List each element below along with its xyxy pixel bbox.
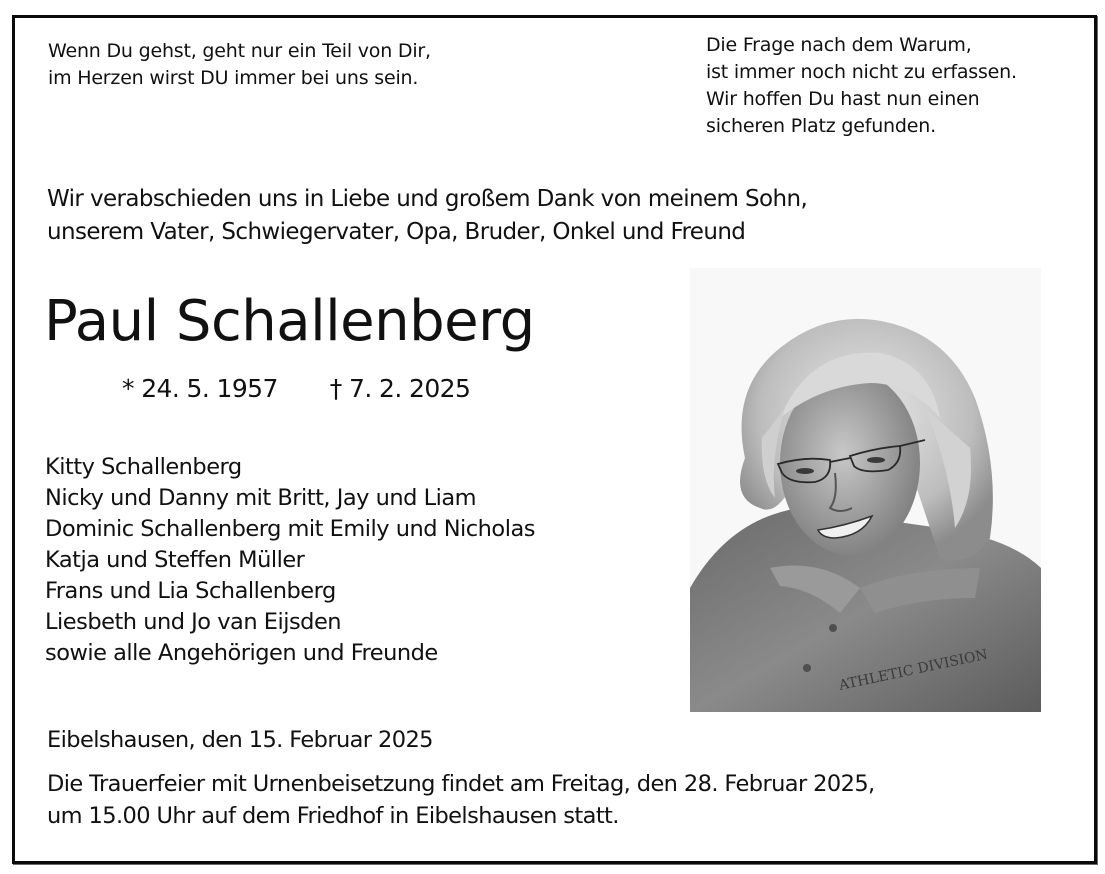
quote-right [706,32,1017,140]
mourner-entry: Liesbeth und Jo van Eijsden [45,609,342,635]
mourner-entry: sowie alle Angehörigen und Freunde [45,640,438,666]
mourner-entry: Dominic Schallenberg mit Emily und Nicholas [45,516,535,542]
quote-right-line: ist immer noch nicht zu erfassen. [706,61,1017,83]
quote-left-line: im Herzen wirst DU immer bei uns sein. [48,67,419,89]
deceased-name: Paul Schallenberg [44,289,535,354]
portrait-photo [690,268,1041,712]
ceremony-info [47,768,875,832]
quote-right-line: Wir hoffen Du hast nun einen [706,88,980,110]
death-date: † 7. 2. 2025 [329,374,471,403]
place-and-date: Eibelshausen, den 15. Februar 2025 [47,727,433,753]
farewell-line: Wir verabschieden uns in Liebe und großem Dank von meinem Sohn, [47,186,808,212]
quote-left-line: Wenn Du gehst, geht nur ein Teil von Dir, [48,40,431,62]
mourner-entry: Nicky und Danny mit Britt, Jay und Liam [45,485,477,511]
life-dates [122,372,470,406]
mourner-entry: Katja und Steffen Müller [45,547,305,573]
farewell-text [47,183,807,249]
shirt-print-text: ATHLETIC DIVISION [837,646,990,694]
quote-left [48,38,431,92]
birth-date: * 24. 5. 1957 [122,374,278,403]
mourner-entry: Kitty Schallenberg [45,454,242,480]
ceremony-line: um 15.00 Uhr auf dem Friedhof in Eibelshausen statt. [47,803,619,829]
mourner-entry: Frans und Lia Schallenberg [45,578,336,604]
farewell-line: unserem Vater, Schwiegervater, Opa, Bruder, Onkel und Freund [47,219,746,245]
portrait-illustration [690,268,1041,712]
ceremony-line: Die Trauerfeier mit Urnenbeisetzung findet am Freitag, den 28. Februar 2025, [47,771,875,797]
mourners-list [45,452,535,669]
quote-right-line: Die Frage nach dem Warum, [706,34,972,56]
quote-right-line: sicheren Platz gefunden. [706,115,936,137]
